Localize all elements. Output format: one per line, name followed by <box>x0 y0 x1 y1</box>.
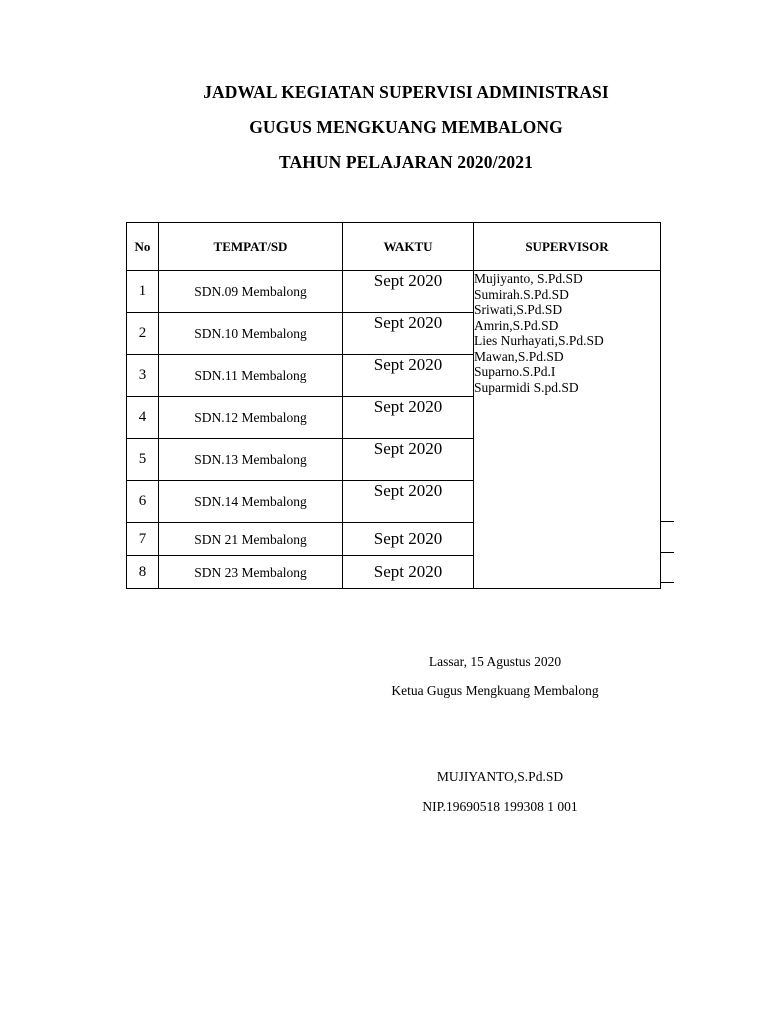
row-number: 2 <box>127 313 159 355</box>
row-time-text: Sept 2020 <box>373 562 443 581</box>
row-time-text: Sept 2020 <box>373 481 443 500</box>
row-place: SDN.11 Membalong <box>159 355 343 397</box>
row-number: 5 <box>127 439 159 481</box>
row-number: 1 <box>127 271 159 313</box>
row-number: 7 <box>127 523 159 556</box>
header-no: No <box>127 223 159 271</box>
row-place: SDN 21 Membalong <box>159 523 343 556</box>
signature-nip: NIP.19690518 199308 1 001 <box>422 799 578 814</box>
row-number: 8 <box>127 556 159 589</box>
supervisor-name: Mawan,S.Pd.SD <box>474 348 564 364</box>
table-border-stub <box>660 552 674 553</box>
row-time-text: Sept 2020 <box>373 397 443 416</box>
row-time-text: Sept 2020 <box>373 529 443 548</box>
row-time-text: Sept 2020 <box>373 313 443 332</box>
signature-name: MUJIYANTO,S.Pd.SD <box>436 769 564 784</box>
row-time <box>343 271 474 313</box>
row-time <box>343 397 474 439</box>
schedule-table <box>126 222 661 589</box>
row-time-text: Sept 2020 <box>373 439 443 458</box>
row-number: 4 <box>127 397 159 439</box>
header-time: WAKTU <box>343 223 474 271</box>
document-title-line-2: GUGUS MENGKUANG MEMBALONG <box>249 117 563 137</box>
header-place: TEMPAT/SD <box>159 223 343 271</box>
row-place: SDN.12 Membalong <box>159 397 343 439</box>
table-border-stub <box>660 521 674 522</box>
row-time <box>343 355 474 397</box>
document-title-line-1: JADWAL KEGIATAN SUPERVISI ADMINISTRASI <box>203 82 609 102</box>
row-time <box>343 313 474 355</box>
supervisor-name: Suparmidi S.pd.SD <box>474 379 579 395</box>
supervisor-name: Sriwati,S.Pd.SD <box>474 302 563 317</box>
row-number: 3 <box>127 355 159 397</box>
supervisor-name: Mujiyanto, S.Pd.SD <box>474 271 583 286</box>
supervisor-name: Suparno.S.Pd.I <box>474 364 556 379</box>
row-place: SDN 23 Membalong <box>159 556 343 589</box>
table-border-stub <box>660 582 674 583</box>
row-time-text: Sept 2020 <box>373 271 443 290</box>
row-time <box>343 556 474 589</box>
row-number: 6 <box>127 481 159 523</box>
row-time <box>343 481 474 523</box>
row-time-text: Sept 2020 <box>373 355 443 374</box>
row-time <box>343 523 474 556</box>
header-supervisor: SUPERVISOR <box>474 223 661 271</box>
row-place: SDN.09 Membalong <box>159 271 343 313</box>
row-place: SDN.14 Membalong <box>159 481 343 523</box>
supervisor-name: Lies Nurhayati,S.Pd.SD <box>474 333 604 348</box>
supervisor-name: Sumirah.S.Pd.SD <box>474 286 569 302</box>
signature-place-date: Lassar, 15 Agustus 2020 <box>428 654 562 669</box>
signature-role: Ketua Gugus Mengkuang Membalong <box>391 683 599 698</box>
table-row <box>127 271 661 313</box>
row-place: SDN.10 Membalong <box>159 313 343 355</box>
supervisor-name: Amrin,S.Pd.SD <box>474 317 559 333</box>
row-place: SDN.13 Membalong <box>159 439 343 481</box>
supervisor-list-cell <box>474 271 661 589</box>
table-header-row <box>127 223 661 271</box>
document-title-line-3: TAHUN PELAJARAN 2020/2021 <box>279 152 533 172</box>
row-time <box>343 439 474 481</box>
